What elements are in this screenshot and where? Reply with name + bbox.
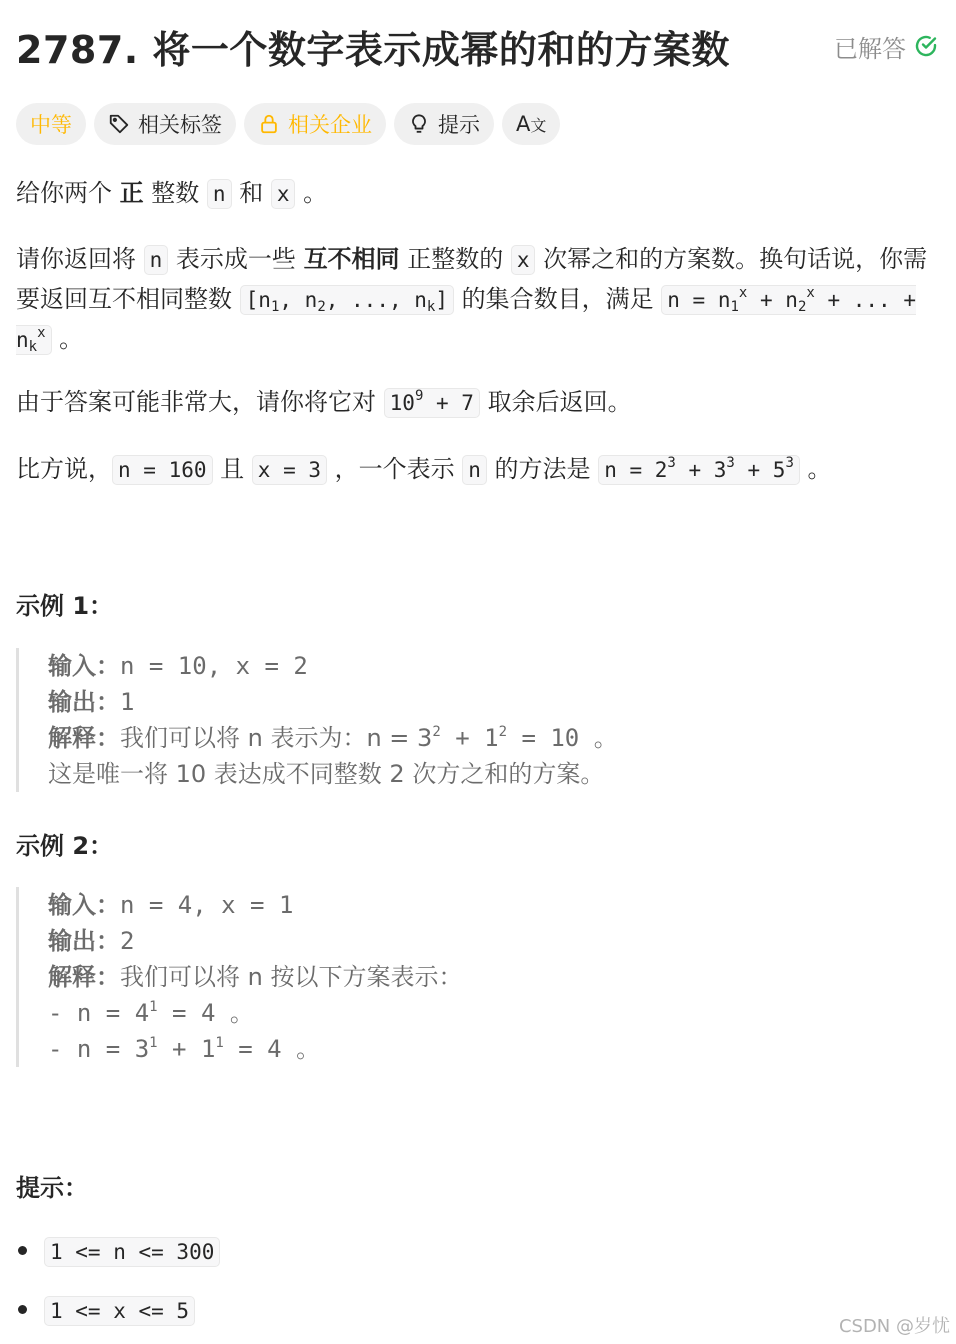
inline-code: x xyxy=(511,245,536,275)
difficulty-label: 中等 xyxy=(30,113,72,137)
constraints-heading: 提示： xyxy=(16,1174,88,1202)
inline-code-modulus: $10^9 + 7$ xyxy=(384,388,480,418)
inline-code: n xyxy=(207,179,232,209)
hint-button[interactable] xyxy=(394,103,494,145)
description-p4: 比方说， n = 160 且 x = 3 ，一个表示 n 的方法是 $n = 2^3 + 3^3 + 5^3$ 。 xyxy=(16,455,832,483)
related-tags-label: 相关标签 xyxy=(138,113,222,137)
example-1-heading: 示例 1： xyxy=(16,592,114,620)
hint-label: 提示 xyxy=(438,113,480,137)
solved-label: 已解答 xyxy=(834,34,906,63)
description-p1: 给你两个 正 整数 n 和 x 。 xyxy=(16,179,328,207)
constraints-list xyxy=(16,1232,220,1331)
translate-icon: A文 xyxy=(516,112,547,136)
check-circle-icon xyxy=(914,34,938,58)
problem-title[interactable]: 2787. 将一个数字表示成幂的和的方案数 xyxy=(16,27,730,72)
inline-code: n xyxy=(144,245,169,275)
translate-button[interactable] xyxy=(502,103,560,145)
example-explain-line: 解释：我们可以将 n 按以下方案表示： xyxy=(48,963,463,991)
tag-row xyxy=(16,103,560,145)
bullet-icon xyxy=(18,1305,27,1314)
inline-code: n xyxy=(462,455,487,485)
lock-icon xyxy=(258,113,280,135)
example-explain-line: 这是唯一将 10 表达成不同整数 2 次方之和的方案。 xyxy=(48,760,605,788)
inline-code: 1 <= x <= 5 xyxy=(44,1296,195,1326)
lightbulb-icon xyxy=(408,113,430,135)
example-1-block xyxy=(16,648,932,792)
example-input-line: 输入：n = 10, x = 2 xyxy=(48,652,308,680)
example-output-line: 输出：1 xyxy=(48,688,135,716)
inline-code-equation: $n = 2^3 + 3^3 + 5^3$ xyxy=(598,455,800,485)
related-companies-button[interactable] xyxy=(244,103,386,145)
inline-code: n = 160 xyxy=(112,455,213,485)
inline-code-set: [$n_1$, $n_2$, ..., $n_k$] xyxy=(240,285,454,315)
description-p2: 请你返回将 n 表示成一些 互不相同 正整数的 x 次幂之和的方案数。换句话说，你需要返回互不相同整数 [$n_1$, $n_2$, ..., $n_k$] 的集合数目，满足 $n = n_1^x + n_2^x$ + ... + $n_k^x$ 。 xyxy=(16,245,928,355)
example-explain-line: - $n = 4^1 = 4$ 。 xyxy=(48,999,254,1027)
related-tags-button[interactable] xyxy=(94,103,236,145)
example-explain-line: - $n = 3^1 + 1^1 = 4$ 。 xyxy=(48,1035,321,1063)
watermark: CSDN @岁忧 xyxy=(838,1316,950,1337)
list-item xyxy=(16,1232,220,1272)
example-2-heading: 示例 2： xyxy=(16,832,114,860)
tag-icon xyxy=(108,113,130,135)
difficulty-badge[interactable] xyxy=(16,103,86,145)
example-input-line: 输入：n = 4, x = 1 xyxy=(48,891,294,919)
title-row xyxy=(16,14,938,78)
inline-code-equation: $n = n_1^x + n_2^x$ + ... + $n_k^x$ xyxy=(16,285,916,355)
list-item xyxy=(16,1291,220,1331)
inline-code: 1 <= n <= 300 xyxy=(44,1237,220,1267)
description-p3: 由于答案可能非常大，请你将它对 $10^9 + 7$ 取余后返回。 xyxy=(16,388,632,416)
inline-code: x = 3 xyxy=(252,455,327,485)
bullet-icon xyxy=(18,1246,27,1255)
example-explain-line: 解释：我们可以将 n 表示为：$n = 3^2 + 1^2 = 10$ 。 xyxy=(48,724,618,752)
example-2-block xyxy=(16,887,932,1067)
related-companies-label: 相关企业 xyxy=(288,113,372,137)
solved-status xyxy=(834,29,938,64)
example-output-line: 输出：2 xyxy=(48,927,135,955)
inline-code: x xyxy=(271,179,296,209)
